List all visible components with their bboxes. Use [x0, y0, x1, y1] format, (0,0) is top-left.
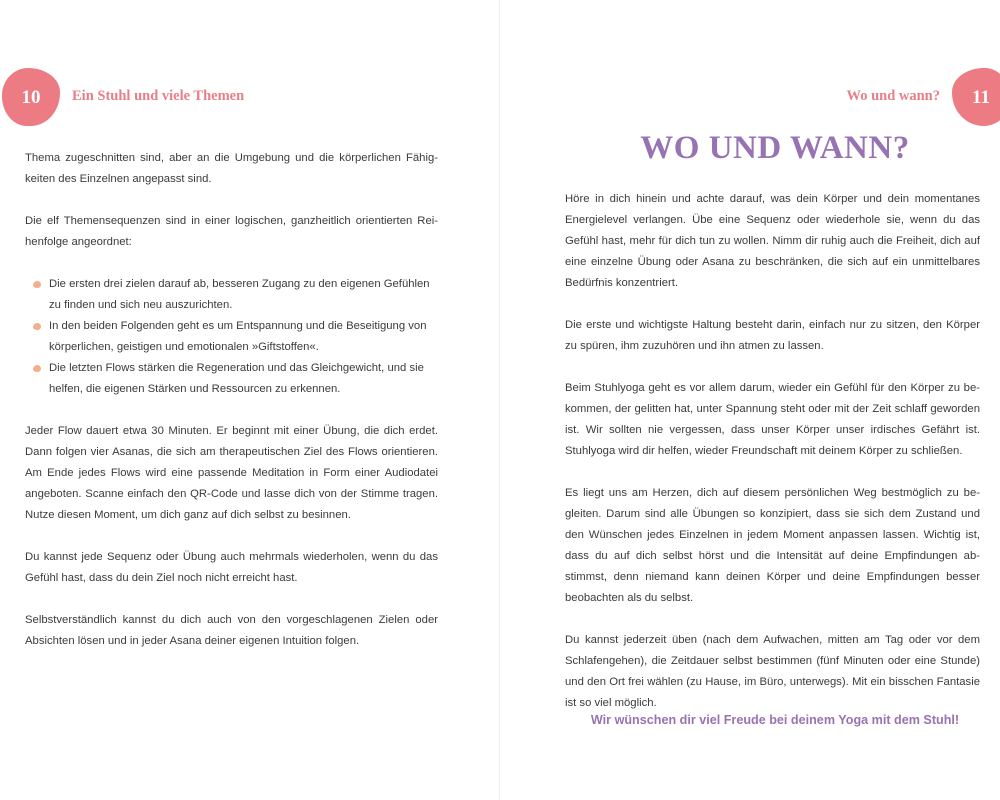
paragraph: Du kannst jederzeit üben (nach dem Aufwachen, mitten am Tag oder vor dem Schlafengehen), die Zeitdauer selbst bestimmen (fünf Minuten oder eine Stunde) und den Ort frei wählen (zu Hause, im Büro, unterwegs). Mit ein bisschen Fantasie ist so viel möglich.: [565, 634, 980, 709]
paragraph: Es liegt uns am Herzen, dich auf diesem persönlichen Weg bestmöglich zu begleiten. Darum sind alle Übungen so konzipiert, dass sie sich dem Zustand und den Wünschen jedes Einzelnen in jedem Moment anpassen lassen. Wichtig ist, dass du auf dich selbst hörst und die Intensität auf deine Empfindungen abstimmst, denn niemand kann deinen Körper und deine Empfindungen besser beobachten als du selbst.: [565, 487, 980, 604]
paragraph: Die erste und wichtigste Haltung besteht darin, einfach nur zu sitzen, den Körper zu spüren, ihm zuzuhören und ihn atmen zu lassen.: [565, 319, 980, 352]
paragraph: Die elf Themensequenzen sind in einer logischen, ganzheitlich orientierten Reihenfolge angeordnet:: [25, 215, 438, 248]
list-item: [25, 316, 438, 358]
closing-line: Wir wünschen dir viel Freude bei deinem Yoga mit dem Stuhl!: [590, 713, 960, 727]
paragraph: Thema zugeschnitten sind, aber an die Umgebung und die körperlichen Fähigkeiten des Einzelnen angepasst sind.: [25, 152, 438, 185]
body-text-column: [25, 148, 438, 673]
paragraph: Du kannst jede Sequenz oder Übung auch mehrmals wiederholen, wenn du das Gefühl hast, dass du dein Ziel noch nicht erreicht hast.: [25, 551, 438, 584]
page-number: 11: [972, 87, 990, 108]
running-head: Ein Stuhl und viele Themen: [72, 88, 245, 104]
paragraph: Selbstverständlich kannst du dich auch von den vorgeschlagenen Zielen oder Absichten lösen und in jeder Asana deiner eigenen Intuition folgen.: [25, 614, 438, 647]
paragraph: Jeder Flow dauert etwa 30 Minuten. Er beginnt mit einer Übung, die dich erdet. Dann folgen vier Asanas, die sich am therapeutischen Ziel des Flows orientieren. Am Ende jedes Flows wird eine passende Meditation in Form einer Audiodatei angeboten. Scanne einfach den QR-Code und lasse dich von der Stimme tragen. Nutze diesen Moment, um dich ganz auf dich selbst zu besinnen.: [25, 425, 438, 521]
list-item: [25, 358, 438, 400]
list-item-text: Die ersten drei zielen darauf ab, besseren Zugang zu den eigenen Gefühlen zu finden und sich neu auszurichten.: [49, 278, 430, 311]
right-page: [500, 0, 1000, 800]
list-item-text: In den beiden Folgenden geht es um Entspannung und die Beseitigung von körperlichen, geistigen und emotionalen »Giftstoffen«.: [49, 320, 427, 353]
running-head: Wo und wann?: [846, 88, 940, 104]
bullet-dot-icon: [33, 281, 41, 288]
page-number: 10: [21, 87, 41, 108]
body-text-column: [565, 189, 980, 735]
bullet-list: [25, 274, 438, 400]
chapter-title: WO UND WANN?: [640, 130, 910, 166]
list-item: [25, 274, 438, 316]
paragraph: Höre in dich hinein und achte darauf, was dein Körper und dein momentanes Energielevel verlangen. Übe eine Sequenz oder wiederhole sie, wenn du das Gefühl hast, mehr für dich tun zu wollen. Nimm dir ruhig auch die Freiheit, dich auf eine einzelne Übung oder Asana zu beschränken, die sich auf ein unmittelbares Bedürfnis konzentriert.: [565, 193, 980, 289]
list-item-text: Die letzten Flows stärken die Regeneration und das Gleichgewicht, und sie helfen, die eigenen Stärken und Ressourcen zu erkennen.: [49, 362, 424, 395]
bullet-dot-icon: [33, 365, 41, 372]
paragraph: Beim Stuhlyoga geht es vor allem darum, wieder ein Gefühl für den Körper zu bekommen, der gelitten hat, unter Spannung steht oder mit der Zeit schlaff geworden ist. Wir sollten nie vergessen, dass unser Körper unser irdisches Gefährt ist. Stuhlyoga wird dir helfen, wieder Freundschaft mit deinem Körper zu schließen.: [565, 382, 980, 457]
bullet-dot-icon: [33, 323, 41, 330]
